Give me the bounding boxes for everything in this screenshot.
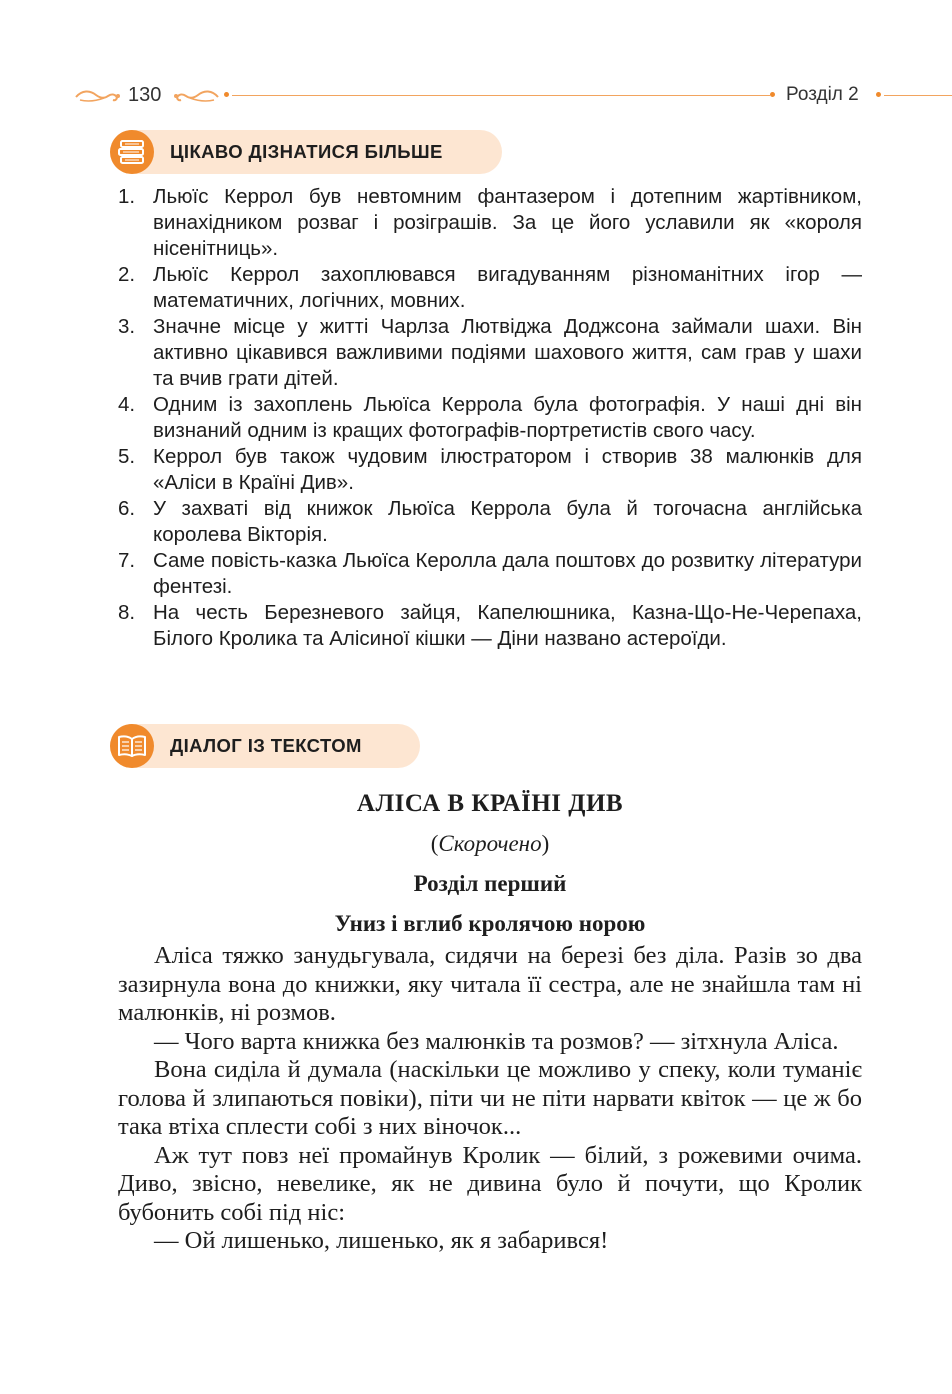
item-text: Одним із захоплень Льюїса Керрола була фотографія. У наші дні він визнаний одним із кращих фотографів-портретистів свого часу. <box>153 393 862 442</box>
list-item <box>118 392 862 444</box>
item-text: У захваті від книжок Льюїса Керрола була й тогочасна англійська королева Вікторія. <box>153 497 862 546</box>
section-banner-facts <box>110 130 502 174</box>
item-number: 8. <box>118 601 136 624</box>
story-paragraph: — Ой лишенько, лишенько, як я забарився! <box>154 1227 609 1254</box>
list-item <box>118 314 862 392</box>
section-banner-dialog <box>110 724 420 768</box>
abridged-label: Скорочено <box>438 831 542 856</box>
chapter-title: Униз і вглиб кролячою норою <box>334 911 646 936</box>
header-rule <box>884 95 952 96</box>
item-text: Льюїс Керрол захоплювався вигадуванням різноманітних ігор — математичних, логічних, мовних. <box>153 263 862 312</box>
rule-dot <box>770 92 775 97</box>
story-section <box>118 786 862 1256</box>
item-number: 1. <box>118 185 136 208</box>
list-item <box>118 262 862 314</box>
page-header <box>0 78 952 114</box>
list-item <box>118 184 862 262</box>
story-paragraph: Вона сиділа й думала (наскільки це можливо у спеку, коли туманіє голова й злипаються повіки), піти чи не піти нарвати квіток — це ж бо така втіха сплести собі з них віночок... <box>118 1056 862 1140</box>
rule-dot <box>876 92 881 97</box>
rule-dot <box>224 92 229 97</box>
chapter-label: Розділ 2 <box>786 84 859 105</box>
item-number: 4. <box>118 393 136 416</box>
list-item <box>118 600 862 652</box>
banner-icon-circle <box>110 130 154 174</box>
list-item <box>118 444 862 496</box>
header-rule <box>232 95 770 96</box>
facts-list <box>118 184 862 652</box>
item-number: 6. <box>118 497 136 520</box>
story-title: АЛІСА В КРАЇНІ ДИВ <box>356 790 624 817</box>
item-number: 2. <box>118 263 136 286</box>
story-paragraph: — Чого варта книжка без малюнків та розмов? — зітхнула Аліса. <box>154 1027 839 1055</box>
page-number: 130 <box>128 84 162 106</box>
item-text: На честь Березневого зайця, Капелюшника, Казна-Що-Не-Черепаха, Білого Кролика та Алісиної кішки — Діни названо астероїди. <box>153 601 862 650</box>
banner-title: ДІАЛОГ ІЗ ТЕКСТОМ <box>170 735 362 756</box>
right-ornament-icon <box>172 88 220 104</box>
open-book-icon <box>117 734 147 758</box>
item-number: 7. <box>118 549 136 572</box>
paren-close: ) <box>541 831 550 856</box>
item-text: Саме повість-казка Льюїса Керолла дала поштовх до розвитку літератури фентезі. <box>153 549 862 598</box>
stacked-books-icon <box>118 139 146 165</box>
item-number: 3. <box>118 315 136 338</box>
item-text: Керрол був також чудовим ілюстратором і створив 38 малюнків для «Аліси в Країні Див». <box>153 445 862 494</box>
chapter-heading: Розділ перший <box>413 871 567 896</box>
story-paragraph: Аліса тяжко занудьгувала, сидячи на березі без діла. Разів зо два зазирнула вона до книжки, яку читала її сестра, але не знайшла там ні малюнків, ні розмов. <box>118 942 862 1026</box>
item-text: Льюїс Керрол був невтомним фантазером і дотепним жартівником, винахідником розваг і розіграшів. За це його уславили як «короля нісенітниць». <box>153 185 862 260</box>
paren-open: ( <box>430 831 439 856</box>
story-paragraph: Аж тут повз неї промайнув Кролик — білий, з рожевими очима. Диво, звісно, невелике, як не дивина було й почути, що Кролик бубонить собі під ніс: <box>118 1141 862 1226</box>
abridged-note <box>118 824 862 864</box>
item-number: 5. <box>118 445 136 468</box>
item-text: Значне місце у житті Чарлза Лютвіджа Доджсона займали шахи. Він активно цікавився важливими подіями шахового життя, сам грав у шахи та вчив грати дітей. <box>153 315 862 390</box>
banner-icon-circle <box>110 724 154 768</box>
banner-title: ЦІКАВО ДІЗНАТИСЯ БІЛЬШЕ <box>170 141 443 162</box>
left-ornament-icon <box>74 88 122 104</box>
list-item <box>118 496 862 548</box>
list-item <box>118 548 862 600</box>
